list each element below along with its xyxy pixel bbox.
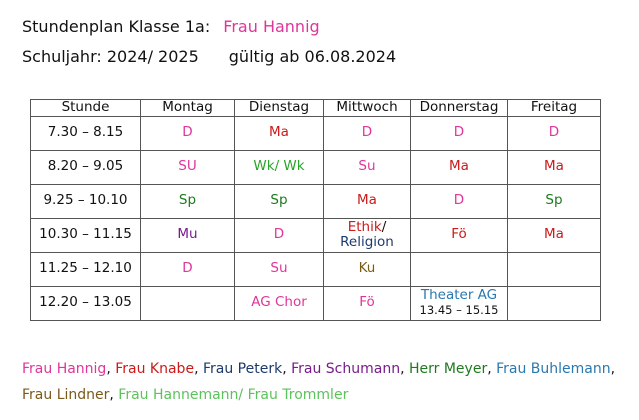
lesson-cell	[508, 286, 601, 320]
table-row	[31, 150, 601, 184]
header-stunde: Stunde	[31, 100, 141, 117]
lesson-cell	[324, 218, 411, 252]
header-donnerstag: Donnerstag	[411, 100, 508, 117]
header-freitag: Freitag	[508, 100, 601, 117]
legend-teacher: Frau Schumann	[291, 361, 401, 377]
school-year: Schuljahr: 2024/ 2025	[22, 47, 199, 66]
header-mittwoch: Mittwoch	[324, 100, 411, 117]
lesson-cell	[411, 252, 508, 286]
table-header-row	[31, 100, 601, 117]
lesson-cell	[411, 286, 508, 320]
lesson-cell: Wk/ Wk	[235, 150, 324, 184]
legend-teacher: Frau Lindner	[22, 387, 110, 403]
lesson-cell	[508, 252, 601, 286]
legend-separator: ,	[194, 361, 203, 377]
class-teacher: Frau Hannig	[223, 17, 320, 36]
lesson-cell: Ku	[324, 252, 411, 286]
legend-teacher: Herr Meyer	[409, 361, 488, 377]
lesson-cell: Ma	[235, 116, 324, 150]
theater-ag-label: Theater AG	[420, 286, 498, 303]
legend-teacher: Frau Buhlemann	[496, 361, 611, 377]
table-row	[31, 286, 601, 320]
legend-teacher: Frau Hannig	[22, 361, 107, 377]
time-cell: 11.25 – 12.10	[31, 252, 141, 286]
title-label: Stundenplan Klasse 1a:	[22, 17, 211, 36]
time-cell: 8.20 – 9.05	[31, 150, 141, 184]
lesson-cell: D	[411, 184, 508, 218]
lesson-cell: D	[141, 116, 235, 150]
lesson-cell: AG Chor	[235, 286, 324, 320]
lesson-cell	[141, 286, 235, 320]
theater-ag-time: 13.45 – 15.15	[419, 303, 499, 318]
time-cell: 7.30 – 8.15	[31, 116, 141, 150]
header-montag: Montag	[141, 100, 235, 117]
lesson-cell: Mu	[141, 218, 235, 252]
legend-separator: ,	[282, 361, 292, 377]
lesson-cell: Ma	[508, 218, 601, 252]
legend-separator: ,	[487, 361, 497, 377]
religion-label: Religion	[340, 234, 394, 251]
header-dienstag: Dienstag	[235, 100, 324, 117]
lesson-cell: D	[324, 116, 411, 150]
lesson-cell: Ma	[324, 184, 411, 218]
table-row	[31, 252, 601, 286]
lesson-cell: D	[235, 218, 324, 252]
table-row	[31, 218, 601, 252]
legend-teacher: Frau Knabe	[115, 361, 195, 377]
lesson-cell: Su	[324, 150, 411, 184]
year-line	[22, 47, 396, 66]
legend-separator: ,	[109, 387, 119, 403]
ethik-label: Ethik	[347, 218, 382, 235]
legend-separator: ,	[106, 361, 116, 377]
lesson-cell: Ma	[411, 150, 508, 184]
title-line	[22, 17, 320, 36]
lesson-cell: SU	[141, 150, 235, 184]
legend-teacher: Frau Peterk	[202, 361, 283, 377]
legend-teacher: Frau Hannemann/ Frau Trommler	[118, 387, 349, 403]
legend-separator: ,	[400, 361, 409, 377]
time-cell: 9.25 – 10.10	[31, 184, 141, 218]
table-row	[31, 184, 601, 218]
lesson-cell: Sp	[141, 184, 235, 218]
lesson-cell: Sp	[508, 184, 601, 218]
lesson-cell: Sp	[235, 184, 324, 218]
lesson-cell: Fö	[411, 218, 508, 252]
teacher-legend-line-1	[22, 361, 615, 377]
lesson-cell: Fö	[324, 286, 411, 320]
table-row	[31, 116, 601, 150]
lesson-cell: Ma	[508, 150, 601, 184]
timetable	[30, 99, 601, 321]
time-cell: 12.20 – 13.05	[31, 286, 141, 320]
valid-from: gültig ab 06.08.2024	[228, 47, 397, 66]
teacher-legend-line-2	[22, 387, 348, 403]
lesson-cell: Su	[235, 252, 324, 286]
legend-separator: ,	[610, 361, 616, 377]
lesson-cell: D	[508, 116, 601, 150]
lesson-cell: D	[141, 252, 235, 286]
time-cell: 10.30 – 11.15	[31, 218, 141, 252]
ethik-religion-separator: /	[381, 218, 387, 235]
lesson-cell: D	[411, 116, 508, 150]
